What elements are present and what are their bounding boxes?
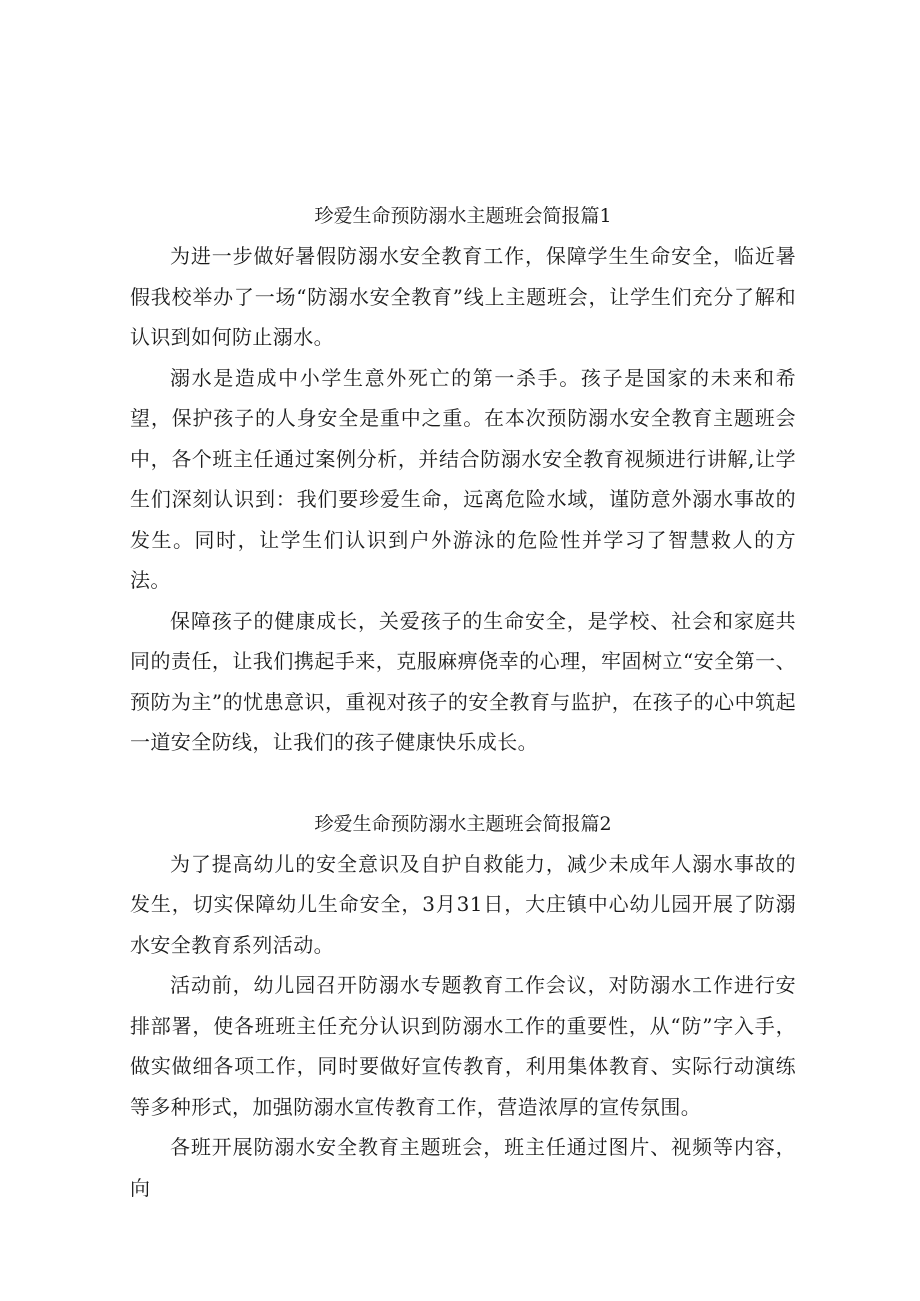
section-2 (130, 804, 796, 1209)
document-body (130, 196, 796, 1208)
paragraph: 活动前，幼儿园召开防溺水专题教育工作会议，对防溺水工作进行安排部署，使各班班主任充分认识到防溺水工作的重要性，从“防”字入手，做实做细各项工作，同时要做好宣传教育，利用集体教育、实际行动演练等多种形式，加强防溺水宣传教育工作，营造浓厚的宣传氛围。 (130, 973, 796, 1119)
paragraph: 各班开展防溺水安全教育主题班会，班主任通过图片、视频等内容，向 (130, 1135, 796, 1200)
paragraph: 保障孩子的健康成长，关爱孩子的生命安全，是学校、社会和家庭共同的责任，让我们携起手来，克服麻痹侥幸的心理，牢固树立“安全第一、预防为主”的忧患意识，重视对孩子的安全教育与监护，在孩子的心中筑起一道安全防线，让我们的孩子健康快乐成长。 (130, 608, 796, 754)
paragraph: 溺水是造成中小学生意外死亡的第一杀手。孩子是国家的未来和希望，保护孩子的人身安全是重中之重。在本次预防溺水安全教育主题班会中，各个班主任通过案例分析，并结合防溺水安全教育视频进行讲解,让学生们深刻认识到：我们要珍爱生命，远离危险水域，谨防意外溺水事故的发生。同时，让学生们认识到户外游泳的危险性并学习了智慧救人的方法。 (130, 365, 796, 592)
paragraph: 为进一步做好暑假防溺水安全教育工作，保障学生生命安全，临近暑假我校举办了一场“防溺水安全教育”线上主题班会，让学生们充分了解和认识到如何防止溺水。 (130, 244, 796, 349)
section-1 (130, 196, 796, 763)
paragraph: 为了提高幼儿的安全意识及自护自救能力，减少未成年人溺水事故的发生，切实保障幼儿生命安全，3月31日，大庄镇中心幼儿园开展了防溺水安全教育系列活动。 (130, 851, 796, 957)
section-divider (130, 763, 796, 804)
section-title: 珍爱生命预防溺水主题班会简报篇2 (314, 812, 612, 835)
section-title: 珍爱生命预防溺水主题班会简报篇1 (314, 205, 612, 227)
